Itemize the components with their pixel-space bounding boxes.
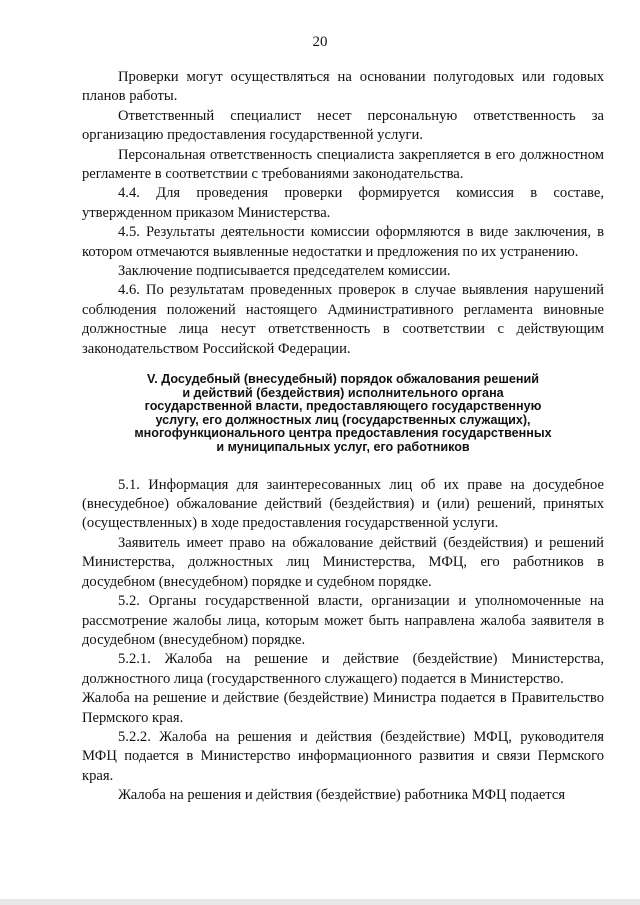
section-heading-v (82, 373, 604, 455)
document-body (82, 68, 604, 806)
paragraph-4-4: 4.4. Для проведения проверки формируется комиссия в составе, утвержденном приказом Министерства. (82, 185, 604, 221)
paragraph-5-1: 5.1. Информация для заинтересованных лиц об их праве на досудебное (внесудебное) обжалование действий (бездействия) и (или) решений, принятых (осуществленных) в ходе предоставления государственной услуги. (82, 476, 604, 532)
heading-line: услугу, его должностных лиц (государственных служащих), (155, 412, 531, 427)
paragraph-4-5: 4.5. Результаты деятельности комиссии оформляются в виде заключения, в котором отмечаются выявленные недостатки и предложения по их устранению. (82, 224, 604, 260)
paragraph-mfc-worker-complaint: Жалоба на решения и действия (бездействие) работника МФЦ подается (118, 787, 566, 804)
paragraph-personal-responsibility: Персональная ответственность специалиста закрепляется в его должностном регламенте в соответствии с требованиями законодательства. (82, 146, 604, 183)
paragraph-5-2-1: 5.2.1. Жалоба на решение и действие (бездействие) Министерства, должностного лица (государственного служащего) подается в Министерство. (82, 651, 604, 687)
heading-line: V. Досудебный (внесудебный) порядок обжалования решений (147, 372, 539, 387)
paragraph-5-2: 5.2. Органы государственной власти, организации и уполномоченные на рассмотрение жалобы лица, которым может быть направлена жалоба заявителя в досудебном (внесудебном) порядке. (82, 593, 604, 648)
paragraph-inspections-basis: Проверки могут осуществляться на основании полугодовых или годовых планов работы. (82, 69, 604, 105)
heading-line: и муниципальных услуг, его работников (216, 440, 470, 455)
heading-line: государственной власти, предоставляющего государственную (144, 399, 542, 414)
paragraph-conclusion-signed: Заключение подписывается председателем комиссии. (118, 263, 451, 280)
scan-edge (0, 899, 640, 905)
paragraph-applicant-right: Заявитель имеет право на обжалование действий (бездействия) и решений Министерства, должностных лиц Министерства, МФЦ, его работников в досудебном (внесудебном) порядке и судебном порядке. (82, 534, 604, 590)
paragraph-minister-complaint: Жалоба на решение и действие (бездействие) Министра подается в Правительство Пермского края. (82, 690, 604, 726)
paragraph-5-2-2: 5.2.2. Жалоба на решения и действия (бездействие) МФЦ, руководителя МФЦ подается в Министерство информационного развития и связи Пермского края. (82, 728, 604, 784)
heading-line: многофункционального центра предоставления государственных (134, 426, 552, 441)
paragraph-specialist-responsibility: Ответственный специалист несет персональную ответственность за организацию предоставления государственной услуги. (82, 107, 604, 144)
paragraph-4-6: 4.6. По результатам проведенных проверок в случае выявления нарушений соблюдения положений настоящего Административного регламента виновные должностные лица несут ответственность в соответствии с действующим законодательством Российской Федерации. (82, 282, 604, 357)
page-number: 20 (312, 34, 328, 50)
heading-line: и действий (бездействия) исполнительного органа (182, 385, 504, 400)
